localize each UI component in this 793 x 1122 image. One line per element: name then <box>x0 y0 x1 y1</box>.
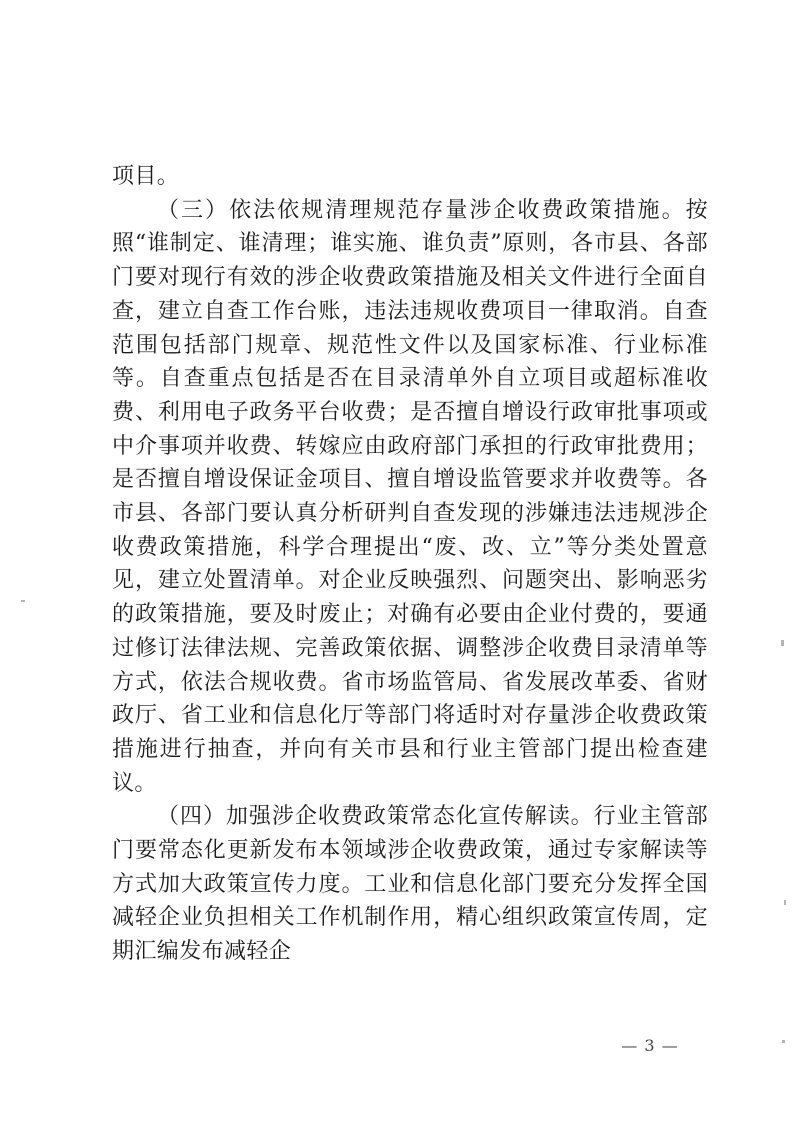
paragraph-section-3: （三）依法依规清理规范存量涉企收费政策措施。按照“谁制定、谁清理；谁实施、谁负责”原则，各市县、各部门要对现行有效的涉企收费政策措施及相关文件进行全面自查，建立自查工作台账，违法违规收费项目一律取消。自查范围包括部门规章、规范性文件以及国家标准、行业标准等。自查重点包括是否在目录清单外自立项目或超标准收费、利用电子政务平台收费；是否擅自增设行政审批事项或中介事项并收费、转嫁应由政府部门承担的行政审批费用；是否擅自增设保证金项目、擅自增设监管要求并收费等。各市县、各部门要认真分析研判自查发现的涉嫌违法违规涉企收费政策措施，科学合理提出“废、改、立”等分类处置意见，建立处置清单。对企业反映强烈、问题突出、影响恶劣的政策措施，要及时废止；对确有必要由企业付费的，要通过修订法律法规、完善政策依据、调整涉企收费目录清单等方式，依法合规收费。省市场监管局、省发展改革委、省财政厅、省工业和信息化厅等部门将适时对存量涉企收费政策措施进行抽查，并向有关市县和行业主管部门提出检查建议。 <box>112 197 708 796</box>
scan-speck <box>782 1040 785 1043</box>
paragraph-section-4: （四）加强涉企收费政策常态化宣传解读。行业主管部门要常态化更新发布本领域涉企收费政策，通过专家解读等方式加大政策宣传力度。工业和信息化部门要充分发挥全国减轻企业负担相关工作机制作用，精心组织政策宣传周，定期汇编发布减轻企 <box>112 804 708 965</box>
scan-speck <box>781 640 784 646</box>
body-text <box>112 160 708 969</box>
paragraph-continuation: 项目。 <box>112 164 180 189</box>
scan-speck <box>784 900 786 905</box>
page-number: — 3 — <box>621 1036 679 1055</box>
scan-speck <box>21 600 25 602</box>
